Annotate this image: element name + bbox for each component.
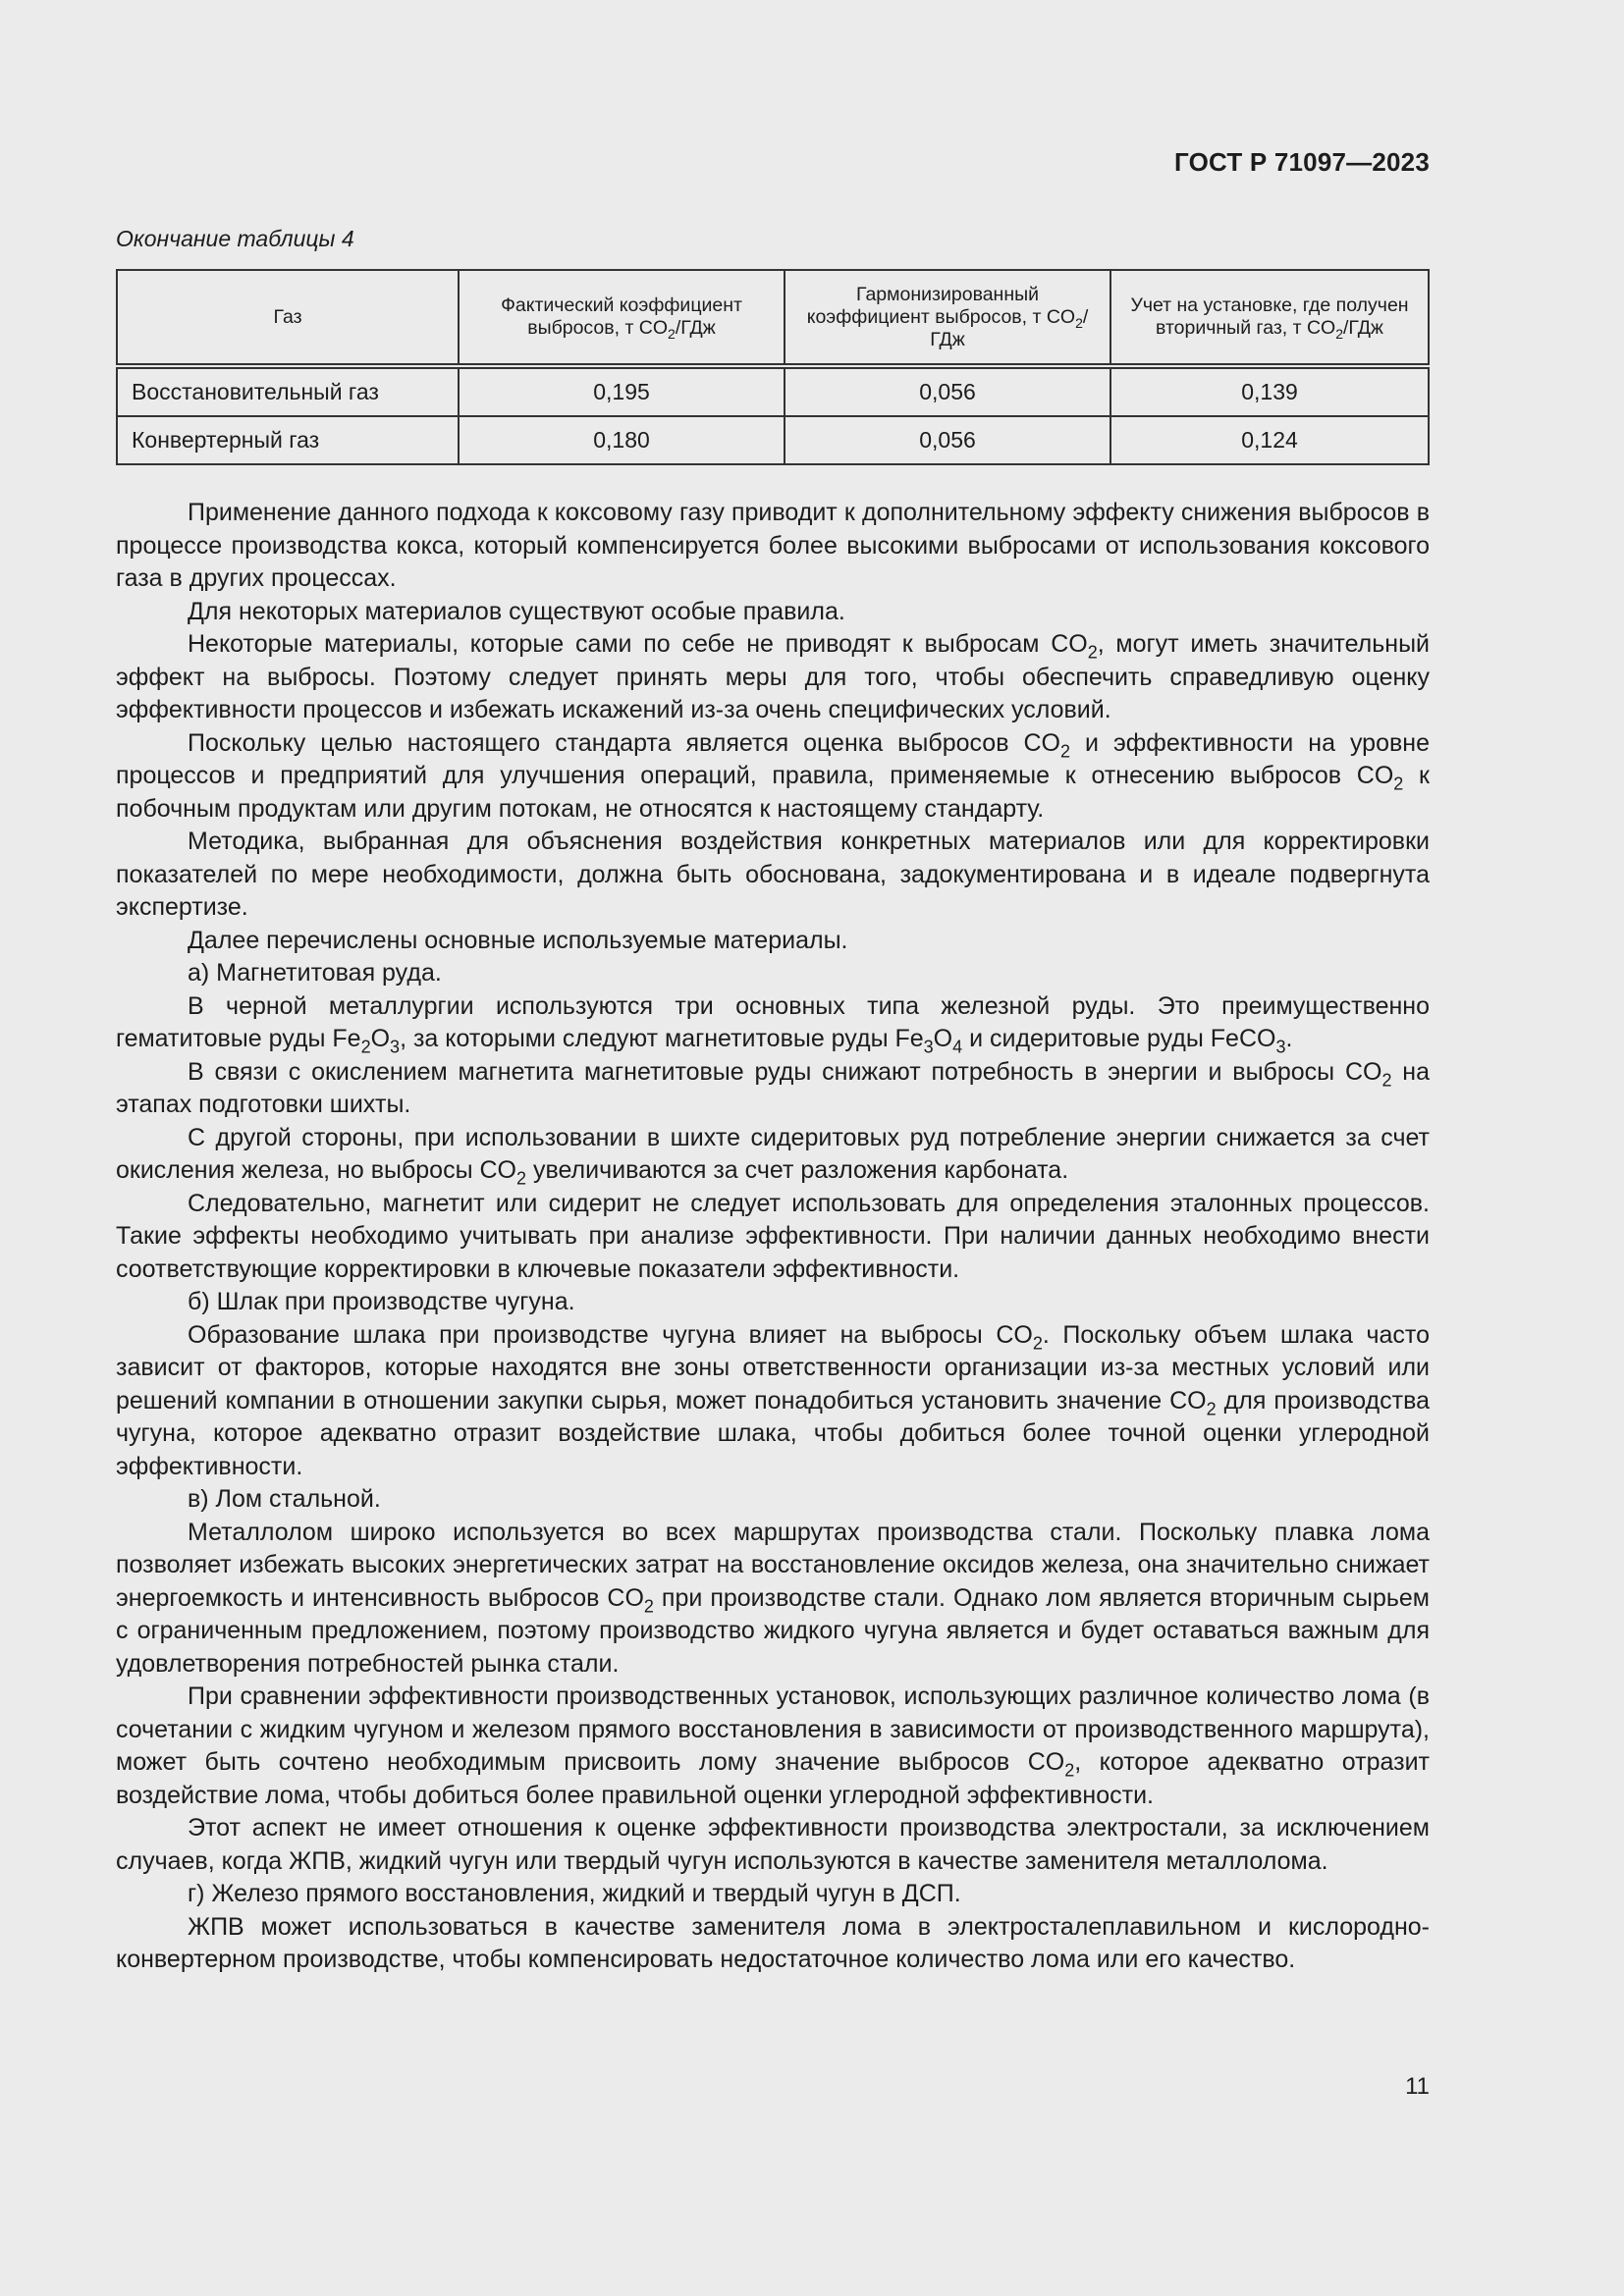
- paragraph: [116, 596, 1430, 629]
- paragraph: [116, 1056, 1430, 1122]
- text-run: Учет на установке, где получен вторичный газ, т CO: [1130, 294, 1409, 339]
- column-header: [785, 270, 1110, 366]
- text-run: , которое адекватно отразит воздействие лома, чтобы добиться более правильной оценки углеродной эффективности.: [116, 1748, 1431, 1809]
- text-run: , за которыми следуют магнетитовые руды Fe: [400, 1025, 924, 1052]
- text-run: Гармонизированный коэффициент выбросов, т CO: [806, 283, 1076, 328]
- table-row: [117, 416, 1429, 464]
- harmonized-factor-cell: 0,056: [785, 416, 1110, 464]
- paragraph: [116, 1188, 1430, 1287]
- table-caption: Окончание таблицы 4: [116, 226, 354, 251]
- paragraph: [116, 826, 1430, 925]
- paragraph: [116, 1681, 1430, 1812]
- subscript: 2: [1335, 325, 1344, 342]
- text-run: Поскольку целью настоящего стандарта является оценка выбросов CO: [188, 728, 1060, 757]
- subscript: 2: [1393, 774, 1404, 794]
- text-run: на этапах подготовки шихты.: [116, 1057, 1431, 1118]
- page-number: 11: [1405, 2073, 1430, 2100]
- paragraph: [116, 1122, 1430, 1188]
- table-row: [117, 366, 1429, 416]
- document-id: ГОСТ Р 71097—2023: [1174, 147, 1430, 177]
- text-run: O: [933, 1025, 953, 1052]
- subscript: 3: [923, 1037, 934, 1057]
- text-run: ЖПВ может использоваться в качестве заменителя лома в электросталеплавильном и кислородно-конвертерном производстве, чтобы компенсировать недостаточное количество лома или его качество.: [116, 1912, 1430, 1973]
- text-run: для производства чугуна, которое адекватно отразит воздействие шлака, чтобы добиться более точной оценки углеродной эффективности.: [116, 1386, 1430, 1480]
- text-run: /ГДж: [1343, 317, 1383, 339]
- subscript: 2: [516, 1168, 527, 1189]
- paragraph: [116, 990, 1430, 1056]
- subscript: 2: [1059, 740, 1070, 761]
- text-run: /ГДж: [930, 305, 1089, 350]
- paragraph: [116, 628, 1430, 727]
- text-run: Этот аспект не имеет отношения к оценке эффективности производства электростали, за исключением случаев, когда ЖПВ, жидкий чугун или твердый чугун используются в качестве заменителя металлолома.: [116, 1814, 1430, 1875]
- gas-name-cell: Восстановительный газ: [117, 366, 459, 416]
- subscript: 2: [1032, 1332, 1043, 1353]
- paragraph: [116, 727, 1430, 827]
- text-run: к побочным продуктам или другим потокам, не относятся к настоящему стандарту.: [116, 762, 1430, 823]
- text-run: Образование шлака при производстве чугуна влияет на выбросы CO: [188, 1320, 1033, 1349]
- paragraph: [116, 925, 1430, 958]
- paragraph: [116, 1286, 1430, 1319]
- text-run: Методика, выбранная для объяснения воздействия конкретных материалов или для корректировки показателей по мере необходимости, должна быть обоснована, задокументирована и в идеале подвергнута экспертизе.: [116, 828, 1430, 921]
- paragraph: [116, 1517, 1430, 1682]
- column-header: [459, 270, 785, 366]
- subscript: 2: [1087, 642, 1098, 663]
- gas-name-cell: Конвертерный газ: [117, 416, 459, 464]
- column-header: [117, 270, 459, 366]
- installation-accounting-cell: 0,139: [1110, 366, 1429, 416]
- actual-factor-cell: 0,180: [459, 416, 785, 464]
- text-run: увеличиваются за счет разложения карбоната.: [526, 1156, 1069, 1184]
- text-run: г) Железо прямого восстановления, жидкий и твердый чугун в ДСП.: [188, 1880, 961, 1907]
- subscript: 4: [952, 1037, 963, 1057]
- paragraph: [116, 497, 1430, 596]
- text-run: Фактический коэффициент выбросов, т CO: [501, 294, 742, 339]
- text-run: в) Лом стальной.: [188, 1485, 381, 1513]
- subscript: 3: [1275, 1037, 1286, 1057]
- table-header-row: [117, 270, 1429, 366]
- paragraph: [116, 1878, 1430, 1911]
- column-header: [1110, 270, 1429, 366]
- subscript: 2: [643, 1595, 654, 1616]
- text-run: Металлолом широко используется во всех маршрутах производства стали. Поскольку плавка лома позволяет избежать высоких энергетических затрат на восстановление оксидов железа, она значительно снижает энергоемкость и интенсивность выбросов CO: [116, 1518, 1430, 1612]
- text-run: и сидеритовые руды FeCO: [962, 1025, 1276, 1052]
- text-run: O: [370, 1025, 391, 1052]
- emission-factors-table: [116, 269, 1430, 465]
- subscript: 2: [1206, 1398, 1217, 1418]
- text-run: Некоторые материалы, которые сами по себе не приводят к выбросам CO: [188, 630, 1088, 658]
- text-run: и эффективности на уровне процессов и предприятий для улучшения операций, правила, применяемые к отнесению выбросов CO: [116, 728, 1430, 789]
- paragraph: [116, 1319, 1430, 1484]
- installation-accounting-cell: 0,124: [1110, 416, 1429, 464]
- subscript: 2: [1381, 1069, 1392, 1090]
- text-run: С другой стороны, при использовании в шихте сидеритовых руд потребление энергии снижается за счет окисления железа, но выбросы CO: [116, 1123, 1430, 1184]
- text-run: Следовательно, магнетит или сидерит не следует использовать для определения эталонных процессов. Такие эффекты необходимо учитывать при анализе эффективности. При наличии данных необходимо внести соответствующие корректировки в ключевые показатели эффективности.: [116, 1189, 1430, 1283]
- text-run: . Поскольку объем шлака часто зависит от факторов, которые находятся вне зоны ответственности организации из-за местных условий или решений компании в отношении закупки сырья, может понадобиться установить значение CO: [116, 1320, 1430, 1415]
- text-run: /ГДж: [675, 317, 716, 339]
- harmonized-factor-cell: 0,056: [785, 366, 1110, 416]
- text-run: , могут иметь значительный эффект на выбросы. Поэтому следует принять меры для того, чтобы обеспечить справедливую оценку эффективности процессов и избежать искажений из-за очень специфических условий.: [116, 630, 1430, 723]
- text-run: В связи с окислением магнетита магнетитовые руды снижают потребность в энергии и выбросы CO: [188, 1057, 1382, 1086]
- subscript: 2: [360, 1037, 371, 1057]
- text-run: б) Шлак при производстве чугуна.: [188, 1288, 575, 1315]
- text-run: а) Магнетитовая руда.: [188, 959, 442, 987]
- paragraph: [116, 1812, 1430, 1878]
- subscript: 3: [390, 1037, 401, 1057]
- text-run: при производстве стали. Однако лом является вторичным сырьем с ограниченным предложением, поэтому производство жидкого чугуна является и будет оставаться важным для удовлетворения потребностей рынка стали.: [116, 1583, 1430, 1678]
- text-run: Для некоторых материалов существуют особые правила.: [188, 597, 845, 625]
- text-run: Применение данного подхода к коксовому газу приводит к дополнительному эффекту снижения выбросов в процессе производства кокса, который компенсируется более высокими выбросами от использования коксового газа в других процессах.: [116, 499, 1430, 592]
- subscript: 2: [668, 325, 676, 342]
- body-text: [116, 497, 1430, 1977]
- subscript: 2: [1075, 314, 1083, 331]
- text-run: Газ: [273, 305, 302, 328]
- paragraph: [116, 1483, 1430, 1517]
- paragraph: [116, 1911, 1430, 1977]
- text-run: В черной металлургии используются три основных типа железной руды. Это преимущественно гематитовые руды Fe: [116, 991, 1430, 1052]
- paragraph: [116, 957, 1430, 990]
- text-run: .: [1285, 1025, 1293, 1052]
- actual-factor-cell: 0,195: [459, 366, 785, 416]
- text-run: Далее перечислены основные используемые материалы.: [188, 926, 848, 954]
- text-run: При сравнении эффективности производственных установок, использующих различное количество лома (в сочетании с жидким чугуном и железом прямого восстановления в зависимости от производственного маршрута), может быть сочтено необходимым присвоить лому значение выбросов CO: [116, 1682, 1430, 1776]
- subscript: 2: [1064, 1760, 1075, 1781]
